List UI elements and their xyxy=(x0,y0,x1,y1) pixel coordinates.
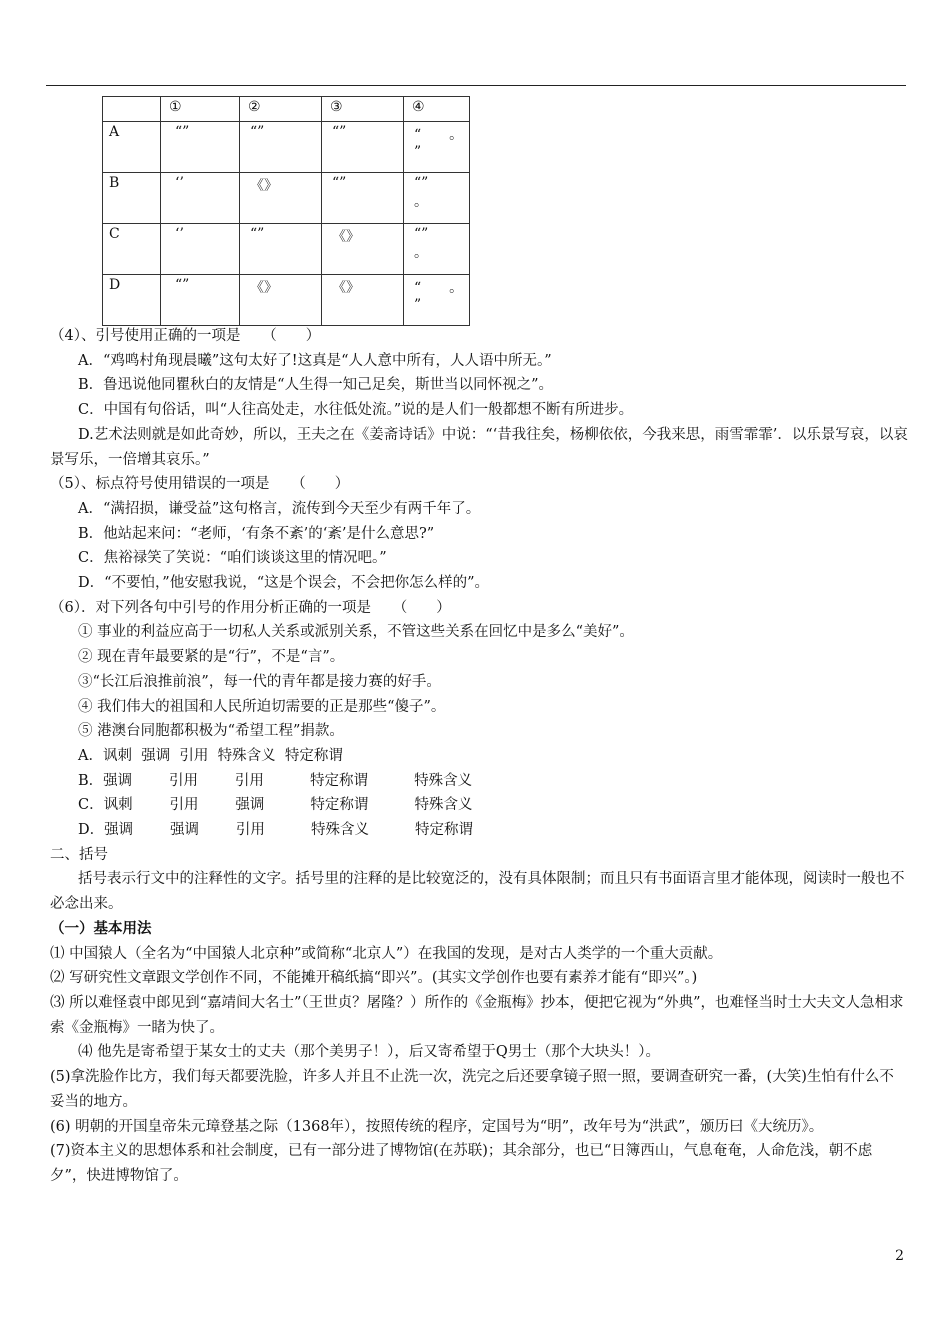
question-6-option-d: D．强调 强调 引用 特殊含义 特定称谓 xyxy=(78,822,474,839)
table-row xyxy=(103,122,470,173)
question-4-option-c: C．中国有句俗话，叫“人往高处走，水往低处流。”说的是人们一般都想不断有所进步。 xyxy=(78,402,634,419)
table-cell: “” 。 xyxy=(404,224,470,275)
question-5-option-b: B．他站起来问：“老师，‘有条不紊’的‘紊’是什么意思?” xyxy=(78,525,435,542)
example-7: (7)资本主义的思想体系和社会制度，已有一部分进了博物馆(在苏联)；其余部分，也已“日簿西山，气息奄奄，人命危浅，朝不虑夕”，快进博物馆了。 xyxy=(50,1143,873,1184)
row-label: A xyxy=(103,122,161,173)
section-2-subhead: （一）基本用法 xyxy=(50,919,152,937)
header-rule xyxy=(46,85,906,86)
question-6-sentence: ③“长江后浪推前浪”，每一代的青年都是接力赛的好手。 xyxy=(78,673,441,690)
section-2-intro: 括号表示行文中的注释性的文字。括号里的注释的是比较宽泛的，没有具体限制；而且只有书面语言里才能体现，阅读时一般也不必念出来。 xyxy=(50,871,905,913)
example-5: (5)拿洗脸作比方，我们每天都要洗脸，许多人并且不止洗一次，洗完之后还要拿镜子照一照，要调查研究一番，(大笑)生怕有什么不妥当的地方。 xyxy=(50,1069,894,1110)
table-cell: 《》 xyxy=(322,224,404,275)
table-header-cell: ② xyxy=(240,97,322,122)
table-cell: 《》 xyxy=(240,275,322,326)
question-4-option-d: D.艺术法则就是如此奇妙，所以，王夫之在《姜斋诗话》中说：“‘昔我往矣，杨柳依依，今我来思，雨雪霏霏’．以乐景写哀，以哀景写乐，一倍增其哀乐。” xyxy=(50,426,908,468)
table-header-cell: ④ xyxy=(404,97,470,122)
question-6-sentence: ④ 我们伟大的祖国和人民所迫切需要的正是那些“傻子”。 xyxy=(78,698,446,715)
table-cell: “” xyxy=(240,224,322,275)
question-6-sentence: ① 事业的利益应高于一切私人关系或派别关系，不管这些关系在回忆中是多么“美好”。 xyxy=(78,624,634,641)
table-row xyxy=(103,173,470,224)
question-5-option-d: D．“不要怕，”他安慰我说，“这是个误会，不会把你怎么样的”。 xyxy=(78,575,490,592)
table-cell: 《》 xyxy=(240,173,322,224)
example-6: (6) 明朝的开国皇帝朱元璋登基之际（1368年），按照传统的程序，定国号为“明”，改年号为“洪武”，颁历曰《大统历》。 xyxy=(50,1118,824,1135)
question-4-stem: （4）、引号使用正确的一项是 （ ） xyxy=(50,328,321,344)
question-6-option-c: C．讽刺 引用 强调 特定称谓 特殊含义 xyxy=(78,797,473,814)
table-cell: “” 。 xyxy=(404,173,470,224)
table-cell: 《》 xyxy=(322,275,404,326)
table-cell: “” xyxy=(161,275,240,326)
question-5-option-c: C．焦裕禄笑了笑说：“咱们谈谈这里的情况吧。” xyxy=(78,550,387,567)
table-cell: “ 。 ” xyxy=(404,275,470,326)
table-header-cell: ③ xyxy=(322,97,404,122)
section-2-title: 二、括号 xyxy=(50,846,108,863)
example-1: ⑴ 中国猿人（全名为“中国猿人北京种”或简称“北京人”）在我国的发现，是对古人类学的一个重大贡献。 xyxy=(50,945,723,962)
row-label: C xyxy=(103,224,161,275)
table-row xyxy=(103,224,470,275)
example-3: ⑶ 所以难怪袁中郎见到“嘉靖间大名士”（王世贞？屠隆？）所作的《金瓶梅》抄本，便把它视为“外典”，也难怪当时士大夫文人急相求索《金瓶梅》一睹为快了。 xyxy=(50,994,904,1036)
table-cell: ‘’ xyxy=(161,224,240,275)
example-4: ⑷ 他先是寄希望于某女士的丈夫（那个美男子！），后又寄希望于Q男士（那个大块头！）。 xyxy=(78,1044,660,1061)
question-5-option-a: A．“满招损，谦受益”这句格言，流传到今天至少有两千年了。 xyxy=(78,500,481,517)
question-6-option-b: B．强调 引用 引用 特定称谓 特殊含义 xyxy=(78,772,473,789)
question-6-sentence: ② 现在青年最要紧的是“行”，不是“言”。 xyxy=(78,649,345,666)
punctuation-options-table xyxy=(102,96,470,326)
question-5-stem: （5）、标点符号使用错误的一项是 （ ） xyxy=(50,476,350,493)
document-body xyxy=(50,324,908,1189)
table-header-cell xyxy=(103,97,161,122)
question-6-stem: （6）．对下列各句中引号的作用分析正确的一项是 （ ） xyxy=(50,599,451,616)
table-cell: “” xyxy=(322,122,404,173)
table-cell: “” xyxy=(161,122,240,173)
table-row xyxy=(103,275,470,326)
question-4-option-a: A．“鸡鸣村角现晨曦”这句太好了!这真是“人人意中所有，人人语中所无。” xyxy=(78,352,552,369)
table-header-row xyxy=(103,97,470,122)
table-cell: “ 。 ” xyxy=(404,122,470,173)
question-6-sentence: ⑤ 港澳台同胞都积极为“希望工程”捐款。 xyxy=(78,723,344,740)
question-4-option-b: B．鲁迅说他同瞿秋白的友情是“人生得一知己足矣，斯世当以同怀视之”。 xyxy=(78,377,553,394)
example-2: ⑵ 写研究性文章跟文学创作不同，不能摊开稿纸搞“即兴”。(其实文学创作也要有素养才能有“即兴”。) xyxy=(50,970,698,987)
row-label: D xyxy=(103,275,161,326)
table-cell: “” xyxy=(322,173,404,224)
page-number: 2 xyxy=(895,1248,904,1264)
table-cell: ‘’ xyxy=(161,173,240,224)
table-cell: “” xyxy=(240,122,322,173)
row-label: B xyxy=(103,173,161,224)
table-header-cell: ① xyxy=(161,97,240,122)
question-6-option-a: A．讽刺 强调 引用 特殊含义 特定称谓 xyxy=(78,747,343,764)
